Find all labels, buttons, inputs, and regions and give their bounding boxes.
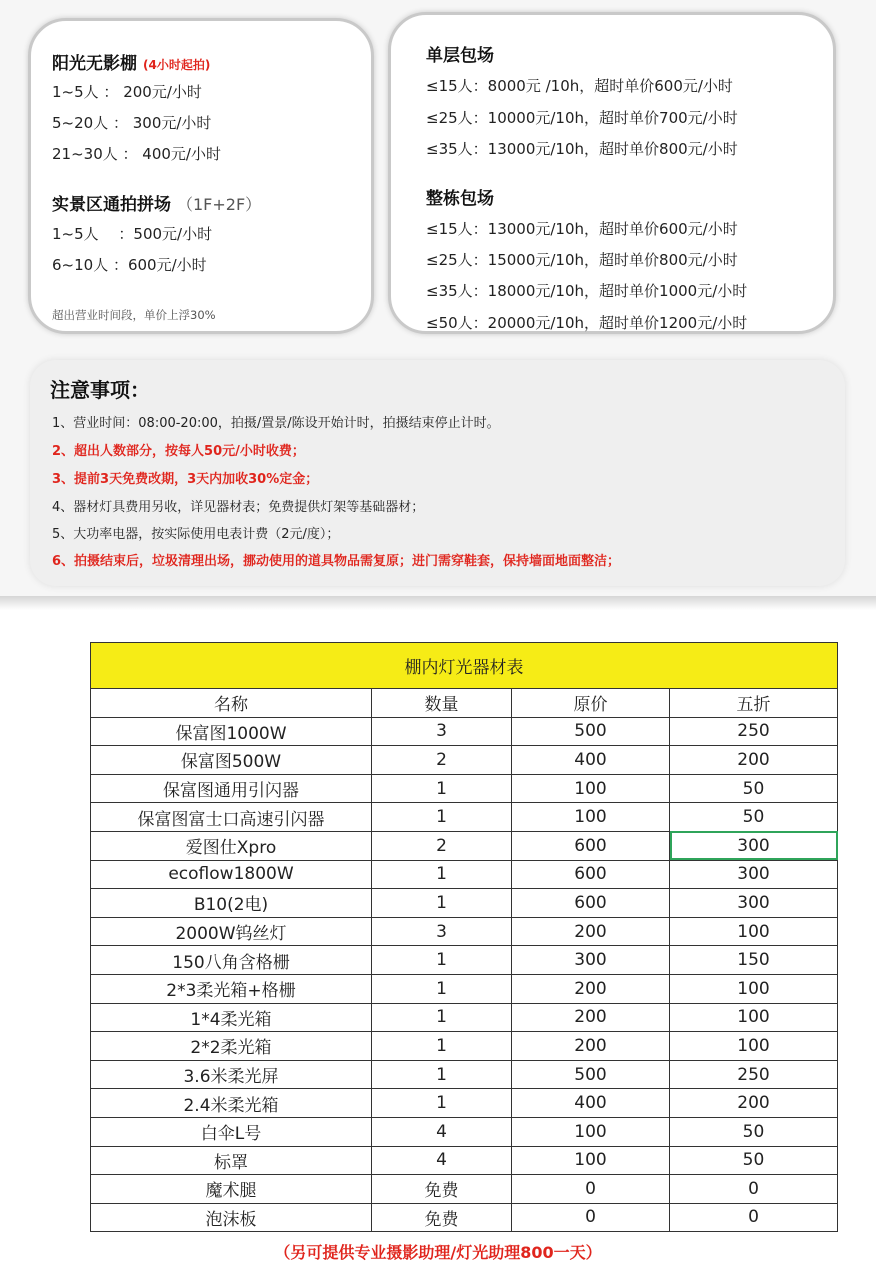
studio-pricing-card	[28, 18, 374, 334]
table-row	[91, 1060, 838, 1089]
table-cell[interactable]: 2000W钨丝灯	[91, 917, 372, 946]
table-cell[interactable]: 3.6米柔光屏	[91, 1060, 372, 1089]
table-cell[interactable]: 200	[512, 1003, 670, 1032]
table-row	[91, 1175, 838, 1204]
table-cell[interactable]: 100	[670, 1032, 838, 1061]
table-row	[91, 717, 838, 746]
table-title-row	[91, 643, 838, 689]
table-cell[interactable]: 保富图富士口高速引闪器	[91, 803, 372, 832]
table-row	[91, 974, 838, 1003]
table-row	[91, 803, 838, 832]
table-cell[interactable]: 600	[512, 860, 670, 889]
column-header: 五折	[670, 689, 838, 718]
table-cell[interactable]: 魔术腿	[91, 1175, 372, 1204]
note-item: 3、提前3天免费改期，3天内加收30%定金；	[52, 472, 319, 487]
buyout-pricing-card	[388, 12, 836, 334]
table-cell[interactable]: 50	[670, 803, 838, 832]
pricing-section	[0, 0, 876, 604]
table-cell[interactable]: 0	[512, 1175, 670, 1204]
table-row	[91, 774, 838, 803]
table-cell[interactable]: 1	[372, 860, 512, 889]
table-row	[91, 1117, 838, 1146]
table-row	[91, 946, 838, 975]
table-cell[interactable]: 4	[372, 1146, 512, 1175]
table-cell[interactable]: 100	[670, 917, 838, 946]
table-cell[interactable]: 2.4米柔光箱	[91, 1089, 372, 1118]
table-cell[interactable]: 400	[512, 746, 670, 775]
studio-rate: 1~5人 ： 200元/小时	[52, 83, 202, 101]
whole-building-rate: ≤50人：20000元/10h，超时单价1200元/小时	[426, 314, 748, 332]
column-header: 数量	[372, 689, 512, 718]
table-title: 棚内灯光器材表	[91, 643, 838, 689]
table-header-row	[91, 689, 838, 718]
table-cell[interactable]: 1	[372, 1089, 512, 1118]
table-row	[91, 1089, 838, 1118]
table-cell[interactable]: 100	[512, 1146, 670, 1175]
studio-title-note: (4小时起拍)	[143, 58, 211, 72]
table-cell[interactable]: 250	[670, 717, 838, 746]
table-cell[interactable]: 50	[670, 1146, 838, 1175]
table-cell[interactable]: 200	[670, 1089, 838, 1118]
column-header: 原价	[512, 689, 670, 718]
table-cell[interactable]: 150	[670, 946, 838, 975]
table-cell[interactable]: 0	[670, 1203, 838, 1232]
table-row	[91, 1003, 838, 1032]
table-cell[interactable]: 600	[512, 889, 670, 918]
table-cell[interactable]: 300	[670, 889, 838, 918]
table-cell[interactable]: 100	[670, 1003, 838, 1032]
notes-title: 注意事项：	[50, 378, 150, 402]
table-cell[interactable]: 1	[372, 1032, 512, 1061]
table-cell[interactable]: 2	[372, 746, 512, 775]
table-row	[91, 1032, 838, 1061]
table-cell[interactable]: 300	[670, 860, 838, 889]
whole-building-rate: ≤25人：15000元/10h，超时单价800元/小时	[426, 251, 738, 269]
table-cell[interactable]: B10(2电)	[91, 889, 372, 918]
table-cell[interactable]: 200	[512, 974, 670, 1003]
table-cell[interactable]: 500	[512, 717, 670, 746]
table-cell[interactable]: 免费	[372, 1175, 512, 1204]
table-cell[interactable]: 3	[372, 717, 512, 746]
whole-building-title: 整栋包场	[426, 189, 494, 209]
table-cell[interactable]: 1	[372, 1060, 512, 1089]
studio-rate: 5~20人 ： 300元/小时	[52, 114, 212, 132]
table-cell[interactable]: 保富图通用引闪器	[91, 774, 372, 803]
section-divider	[0, 596, 876, 610]
table-cell[interactable]: 免费	[372, 1203, 512, 1232]
scene-rate: 6~10人 ：600元/小时	[52, 256, 207, 274]
table-cell[interactable]: 1	[372, 974, 512, 1003]
table-cell[interactable]: 2	[372, 831, 512, 860]
column-header: 名称	[91, 689, 372, 718]
table-cell[interactable]: 100	[512, 803, 670, 832]
table-cell[interactable]: 1	[372, 946, 512, 975]
table-cell[interactable]: 500	[512, 1060, 670, 1089]
note-item: 2、超出人数部分，按每人50元/小时收费；	[52, 444, 305, 459]
table-cell[interactable]: 250	[670, 1060, 838, 1089]
table-cell[interactable]: 200	[670, 746, 838, 775]
scene-title-note: （1F+2F）	[177, 195, 262, 214]
table-cell[interactable]: 50	[670, 1117, 838, 1146]
table-cell[interactable]: 300	[512, 946, 670, 975]
table-cell[interactable]: 0	[670, 1175, 838, 1204]
table-cell[interactable]: 0	[512, 1203, 670, 1232]
whole-building-rate: ≤35人：18000元/10h，超时单价1000元/小时	[426, 282, 748, 300]
table-cell[interactable]: 泡沫板	[91, 1203, 372, 1232]
table-row	[91, 1146, 838, 1175]
table-cell[interactable]: 400	[512, 1089, 670, 1118]
table-cell[interactable]: 1	[372, 803, 512, 832]
table-cell[interactable]: 50	[670, 774, 838, 803]
table-row	[91, 746, 838, 775]
table-cell[interactable]: 保富图500W	[91, 746, 372, 775]
table-cell[interactable]: 1	[372, 1003, 512, 1032]
table-cell[interactable]: 1*4柔光箱	[91, 1003, 372, 1032]
table-cell[interactable]: 600	[512, 831, 670, 860]
single-floor-rate: ≤35人：13000元/10h，超时单价800元/小时	[426, 140, 738, 158]
table-cell[interactable]: 100	[512, 774, 670, 803]
studio-title: 阳光无影棚 (4小时起拍)	[52, 54, 211, 74]
note-item: 4、器材灯具费用另收，详见器材表；免费提供灯架等基础器材；	[52, 500, 425, 515]
table-cell[interactable]: 150八角含格栅	[91, 946, 372, 975]
single-floor-title: 单层包场	[426, 46, 494, 66]
table-cell[interactable]: 100	[512, 1117, 670, 1146]
table-row	[91, 889, 838, 918]
table-row	[91, 1203, 838, 1232]
table-cell[interactable]: 200	[512, 917, 670, 946]
single-floor-rate: ≤15人：8000元 /10h，超时单价600元/小时	[426, 77, 733, 95]
scene-rate: 1~5人 ：500元/小时	[52, 225, 213, 243]
table-row	[91, 860, 838, 889]
equipment-table	[90, 642, 838, 1232]
table-cell[interactable]: 爱图仕Xpro	[91, 831, 372, 860]
whole-building-rate: ≤15人：13000元/10h，超时单价600元/小时	[426, 220, 738, 238]
table-cell[interactable]: 白伞L号	[91, 1117, 372, 1146]
note-item: 6、拍摄结束后，垃圾清理出场，挪动使用的道具物品需复原；进门需穿鞋套，保持墙面地面整洁；	[52, 554, 621, 569]
table-cell[interactable]: 3	[372, 917, 512, 946]
table-cell[interactable]: 2*3柔光箱+格栅	[91, 974, 372, 1003]
scene-footnote: 超出营业时间段，单价上浮30%	[52, 308, 216, 322]
footer-note: （另可提供专业摄影助理/灯光助理800一天）	[274, 1243, 602, 1262]
table-cell[interactable]: 200	[512, 1032, 670, 1061]
scene-title: 实景区通拍拼场 （1F+2F）	[52, 195, 262, 215]
table-row	[91, 917, 838, 946]
notes-panel	[30, 360, 845, 586]
table-row	[91, 831, 838, 860]
table-cell[interactable]: 4	[372, 1117, 512, 1146]
table-cell[interactable]: 1	[372, 889, 512, 918]
note-item: 5、大功率电器，按实际使用电表计费（2元/度）；	[52, 527, 340, 542]
studio-rate: 21~30人 ： 400元/小时	[52, 145, 221, 163]
note-item: 1、营业时间：08:00-20:00，拍摄/置景/陈设开始计时，拍摄结束停止计时。	[52, 416, 500, 431]
table-cell[interactable]: 1	[372, 774, 512, 803]
table-cell[interactable]: 保富图1000W	[91, 717, 372, 746]
single-floor-rate: ≤25人：10000元/10h，超时单价700元/小时	[426, 109, 738, 127]
table-cell[interactable]: ecoflow1800W	[91, 860, 372, 889]
table-cell[interactable]: 2*2柔光箱	[91, 1032, 372, 1061]
table-cell[interactable]: 300	[670, 831, 838, 860]
table-cell[interactable]: 100	[670, 974, 838, 1003]
table-cell[interactable]: 标罩	[91, 1146, 372, 1175]
